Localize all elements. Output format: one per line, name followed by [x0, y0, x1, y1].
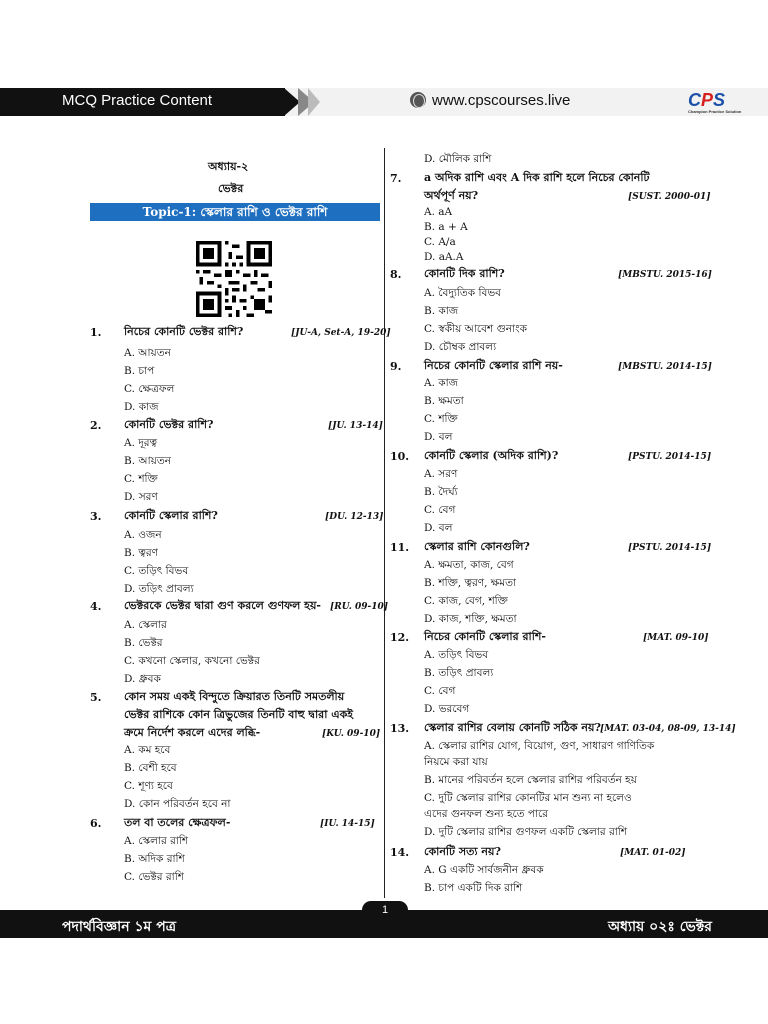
question-option[interactable]: B. শক্তি, ত্বরণ, ক্ষমতা [424, 577, 517, 589]
question-option[interactable]: A. বৈদ্যুতিক বিভব [424, 287, 501, 299]
chapter-label: অধ্যায়-২ [208, 160, 249, 173]
question-option[interactable]: D. সরণ [124, 491, 158, 503]
question-source: [MBSTU. 2014-15] [618, 362, 712, 372]
globe-icon [410, 92, 426, 108]
question-option[interactable]: B. আয়তন [124, 455, 171, 467]
question-number: 5. [90, 691, 102, 704]
question-option[interactable]: D. ভরবেগ [424, 703, 470, 715]
question-text: ভেক্টরকে ভেক্টর দ্বারা গুণ করলে গুণফল হয়- [124, 599, 321, 612]
website-text: www.cpscourses.live [432, 92, 571, 109]
question-text: কোনটি স্কেলার রাশি? [124, 509, 218, 522]
question-option[interactable]: D. aA.A [424, 251, 464, 263]
question-number: 6. [90, 817, 102, 830]
question-option[interactable]: D. চৌম্বক প্রাবল্য [424, 341, 497, 353]
question-option[interactable]: B. কাজ [424, 305, 459, 317]
question-option[interactable]: B. চাপ একটি দিক রাশি [424, 882, 523, 894]
question-source: [KU. 09-10] [322, 729, 381, 739]
question-source: [MAT. 09-10] [643, 633, 709, 643]
question-text-line: ক্রমে নির্দেশ করলে এদের লব্ধি- [124, 726, 261, 739]
question-text: কোনটি দিক রাশি? [424, 267, 505, 280]
header-title: MCQ Practice Content [62, 92, 213, 109]
question-option[interactable]: A. দূরত্ব [124, 437, 158, 449]
question-option[interactable]: C. শূণ্য হবে [124, 780, 173, 792]
question-option[interactable]: B. a + A [424, 221, 468, 233]
question-text: কোনটি ভেক্টর রাশি? [124, 418, 214, 431]
chevron-right-icon [308, 88, 320, 116]
question-source: [DU. 12-13] [325, 512, 384, 522]
question-text: কোনটি স্কেলার (অদিক রাশি)? [424, 449, 559, 462]
question-option[interactable]: B. দৈর্ঘ্য [424, 486, 458, 498]
question-number: 8. [390, 268, 402, 281]
footer-chapter: অধ্যায় ০২ঃ ভেক্টর [607, 919, 712, 935]
question-option[interactable]: C. ক্ষেত্রফল [124, 383, 175, 395]
question-option[interactable]: D. তড়িৎ প্রাবল্য [124, 583, 194, 595]
website-link[interactable] [410, 92, 570, 109]
question-source: [JU. 13-14] [328, 421, 383, 431]
question-number: 11. [390, 541, 410, 554]
question-source: [MBSTU. 2015-16] [618, 270, 712, 280]
question-option[interactable]: A. aA [424, 206, 453, 218]
question-option[interactable]: B. ভেক্টর [124, 637, 163, 649]
question-option[interactable]: A. আয়তন [124, 347, 171, 359]
question-number: 10. [390, 450, 410, 463]
question-option[interactable]: C. কখনো স্কেলার, কখনো ভেক্টর [124, 655, 260, 667]
question-option[interactable]: A. কম হবে [124, 744, 171, 756]
question-option[interactable]: C. স্বকীয় আবেশ গুনাংক [424, 323, 527, 335]
question-text: নিচের কোনটি স্কেলার রাশি- [424, 630, 546, 643]
header-bar [0, 88, 768, 116]
page-number: 1 [362, 901, 408, 919]
question-text: স্কেলার রাশির বেলায় কোনটি সঠিক নয়? [424, 721, 601, 734]
question-option[interactable]: D. বল [424, 522, 453, 534]
question-text-line: a অদিক রাশি এবং A দিক রাশি হলে নিচের কোনটি [424, 171, 650, 184]
question-option[interactable]: D. কোন পরিবর্তন হবে না [124, 798, 231, 810]
question-source: [PSTU. 2014-15] [628, 452, 712, 462]
question-option[interactable]: C. শক্তি [124, 473, 158, 485]
question-option[interactable]: D. ধ্রুবক [124, 673, 161, 685]
question-text-line: ভেক্টর রাশিকে কোন ত্রিভুজের তিনটি বাহু দ্বারা একই [124, 708, 354, 721]
cps-logo: CPS Champion Practice Solution [688, 90, 742, 114]
question-source: [JU-A, Set-A, 19-20] [291, 328, 391, 338]
question-option[interactable]: C. শক্তি [424, 413, 458, 425]
question-number: 9. [390, 360, 402, 373]
question-option[interactable]: A. স্কেলার রাশি [124, 835, 189, 847]
question-option[interactable]: C. কাজ, বেগ, শক্তি [424, 595, 508, 607]
question-option[interactable]: B. মানের পরিবর্তন হলে স্কেলার রাশির পরিবর্তন হয় [424, 774, 637, 786]
question-source: [MAT. 03-04, 08-09, 13-14] [600, 724, 736, 734]
question-text: নিচের কোনটি স্কেলার রাশি নয়- [424, 359, 563, 372]
question-option[interactable]: C. ভেক্টর রাশি [124, 871, 184, 883]
question-option[interactable]: A. স্কেলার [124, 619, 167, 631]
question-source: [PSTU. 2014-15] [628, 543, 712, 553]
question-option[interactable]: D. কাজ, শক্তি, ক্ষমতা [424, 613, 517, 625]
question-number: 13. [390, 722, 410, 735]
question-option[interactable]: A. ক্ষমতা, কাজ, বেগ [424, 559, 514, 571]
question-text: তল বা তলের ক্ষেত্রফল- [124, 816, 231, 829]
question-option[interactable]: C. দুটি স্কেলার রাশির কোনটির মান শুন্য না হলেও [424, 792, 632, 804]
topic-banner: Topic-1: স্কেলার রাশি ও ভেক্টর রাশি [90, 203, 380, 221]
question-number: 2. [90, 419, 102, 432]
question-source: [MAT. 01-02] [620, 848, 686, 858]
question-number: 1. [90, 326, 102, 339]
question-source: [IU. 14-15] [320, 819, 375, 829]
question-option[interactable]: D. বল [424, 431, 453, 443]
question-option[interactable]: A. তড়িৎ বিভব [424, 649, 489, 661]
column-divider [384, 148, 385, 898]
question-number: 14. [390, 846, 410, 859]
question-number: 4. [90, 600, 102, 613]
question-text: নিচের কোনটি ভেক্টর রাশি? [124, 325, 244, 338]
question-option[interactable]: A. স্কেলার রাশির যোগ, বিয়োগ, গুণ, সাধারণ গাণিতিক [424, 740, 655, 752]
question-option[interactable]: C. A/a [424, 236, 456, 248]
question-option-continued: এদের গুনফল শুন্য হতে পারে [424, 808, 549, 820]
question-option[interactable]: B. বেশী হবে [124, 762, 177, 774]
question-option[interactable]: C. বেগ [424, 685, 456, 697]
question-number: 12. [390, 631, 410, 644]
question-option-continued: নিয়মে করা যায় [424, 756, 488, 768]
question-text-line: কোন সময় একই বিন্দুতে ক্রিয়ারত তিনটি সমতলীয় [124, 690, 345, 703]
question-option[interactable]: C. তড়িৎ বিভব [124, 565, 189, 577]
question-option[interactable]: A. কাজ [424, 377, 459, 389]
question-source: [SUST. 2000-01] [628, 192, 711, 202]
logo-subtext: Champion Practice Solution [688, 109, 742, 114]
question-option[interactable]: D. দুটি স্কেলার রাশির গুণফল একটি স্কেলার রাশি [424, 826, 627, 838]
question-text-line: অর্থপূর্ণ নয়? [424, 189, 479, 202]
question-option[interactable]: B. ক্ষমতা [424, 395, 464, 407]
question-text: স্কেলার রাশি কোনগুলি? [424, 540, 530, 553]
qr-code[interactable] [193, 241, 275, 317]
question-option[interactable]: B. ত্বরণ [124, 547, 158, 559]
question-number: 3. [90, 510, 102, 523]
question-source: [RU. 09-10] [330, 602, 389, 612]
question-option[interactable]: A. ওজন [124, 529, 162, 541]
chapter-subject: ভেক্টর [218, 182, 244, 195]
question-option[interactable]: A. সরণ [424, 468, 458, 480]
question-option[interactable]: B. অদিক রাশি [124, 853, 185, 865]
question-option[interactable]: D. কাজ [124, 401, 159, 413]
footer-subject: পদার্থবিজ্ঞান ১ম পত্র [62, 919, 176, 935]
question-option[interactable]: D. মৌলিক রাশি [424, 153, 492, 165]
question-number: 7. [390, 172, 402, 185]
question-option[interactable]: B. তড়িৎ প্রাবল্য [424, 667, 494, 679]
question-option[interactable]: B. চাপ [124, 365, 155, 377]
question-text: কোনটি সত্য নয়? [424, 845, 501, 858]
question-option[interactable]: A. G একটি সার্বজনীন ধ্রুবক [424, 864, 544, 876]
question-option[interactable]: C. বেগ [424, 504, 456, 516]
